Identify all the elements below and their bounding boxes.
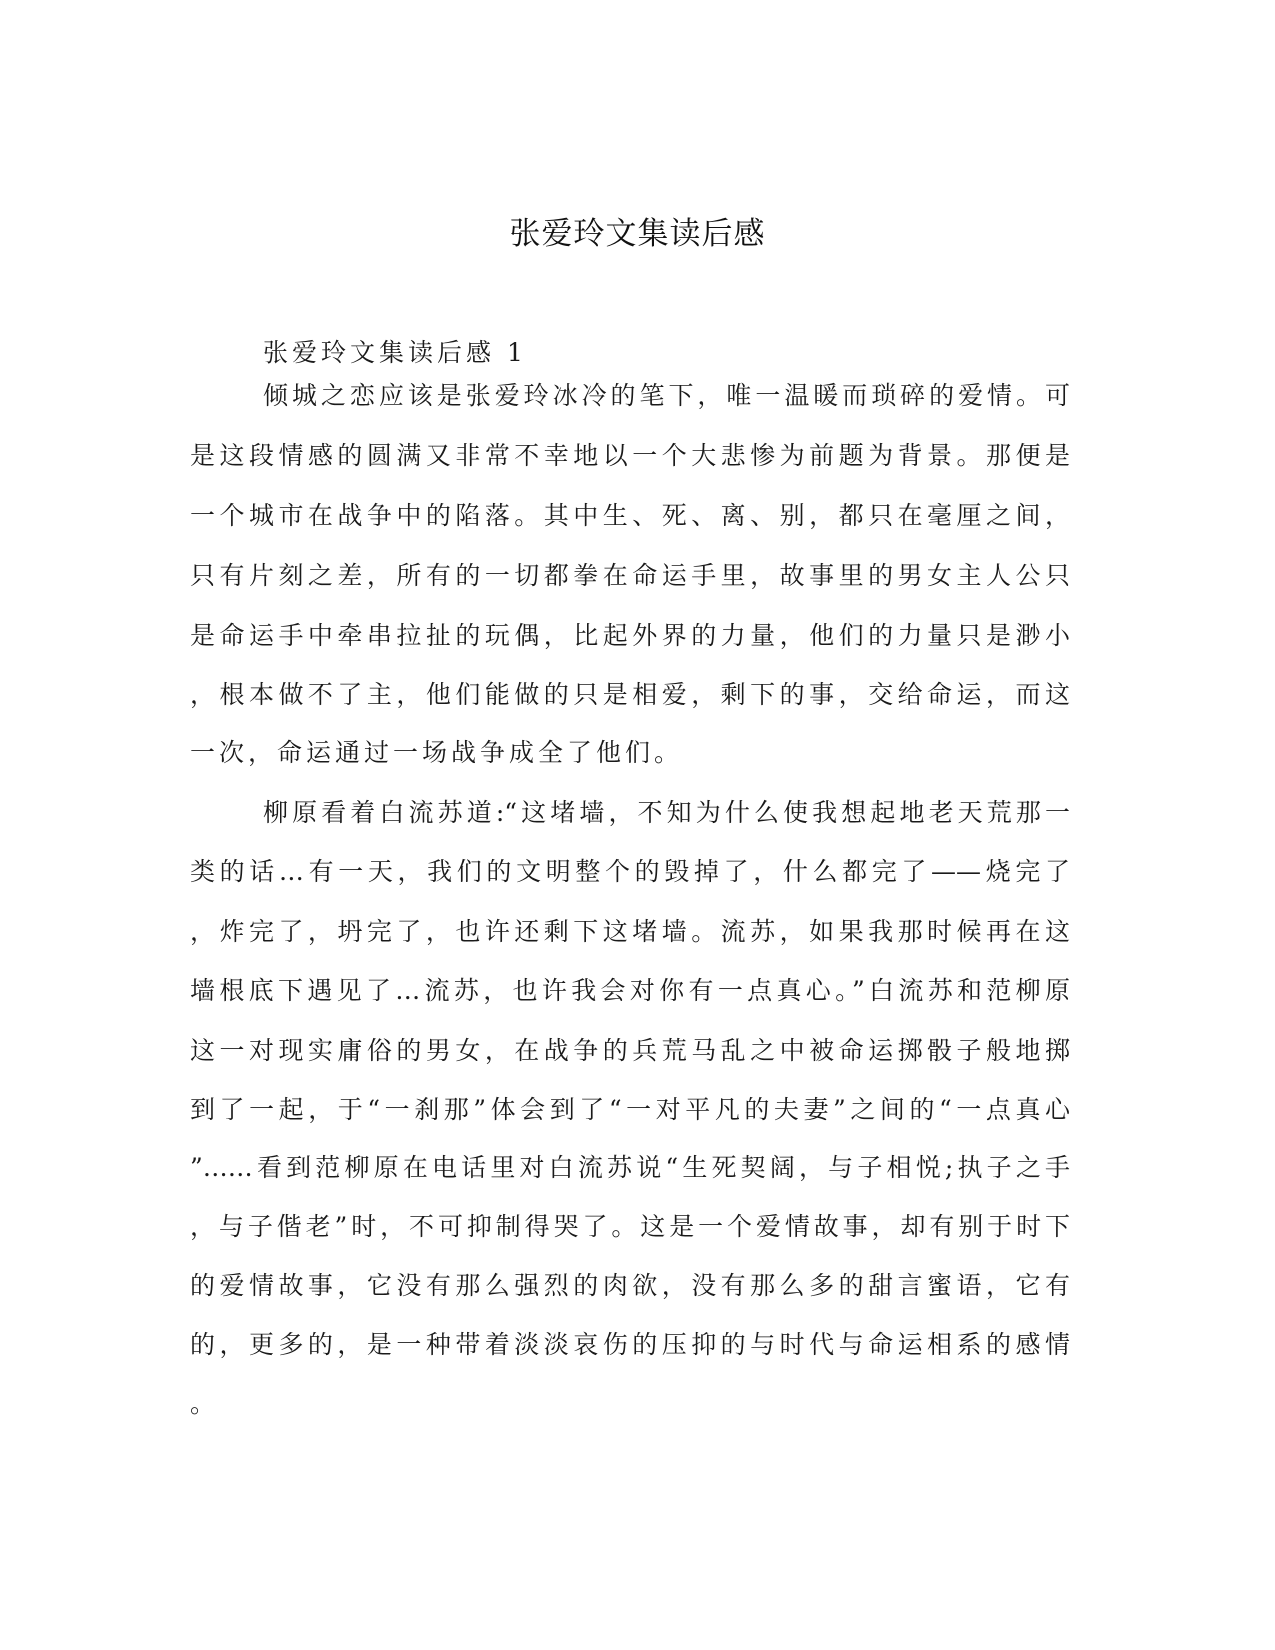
paragraph-2-line: 到了一起，于“一刹那”体会到了“一对平凡的夫妻”之间的“一点真心 [190, 1095, 1071, 1124]
paragraph-2-line: 的，更多的，是一种带着淡淡哀伤的压抑的与时代与命运相系的感情 [190, 1330, 1070, 1359]
paragraph-2-line: 类的话…有一天，我们的文明整个的毁掉了，什么都完了——烧完了 [190, 857, 1070, 886]
paragraph-1-line: 一个城市在战争中的陷落。其中生、死、离、别，都只在毫厘之间， [190, 501, 1070, 530]
paragraph-2-line: 柳原看着白流苏道:“这堵墙，不知为什么使我想起地老天荒那一 [263, 798, 1070, 827]
paragraph-2-line: 墙根底下遇见了…流苏，也许我会对你有一点真心。”白流苏和范柳原 [190, 976, 1070, 1005]
paragraph-2-line: ”……看到范柳原在电话里对白流苏说“生死契阔，与子相悦;执子之手 [190, 1153, 1070, 1182]
paragraph-1-line: 一次，命运通过一场战争成全了他们。 [190, 738, 684, 767]
paragraph-2-line: 这一对现实庸俗的男女，在战争的兵荒马乱之中被命运掷骰子般地掷 [190, 1036, 1070, 1065]
paragraph-2-line: 的爱情故事，它没有那么强烈的肉欲，没有那么多的甜言蜜语，它有 [190, 1271, 1070, 1300]
paragraph-1-line: ，根本做不了主，他们能做的只是相爱，剩下的事，交给命运，而这 [190, 680, 1070, 709]
paragraph-2-line: ，炸完了，坍完了，也许还剩下这堵墙。流苏，如果我那时候再在这 [190, 917, 1070, 946]
section-heading: 张爱玲文集读后感 1 [263, 338, 527, 367]
paragraph-1-line: 是命运手中牵串拉扯的玩偶，比起外界的力量，他们的力量只是渺小 [190, 621, 1070, 650]
paragraph-1-line: 倾城之恋应该是张爱玲冰冷的笔下，唯一温暖而琐碎的爱情。可 [263, 381, 1070, 410]
document-title: 张爱玲文集读后感 [509, 216, 766, 252]
paragraph-2-line: 。 [190, 1389, 220, 1418]
paragraph-2-line: ，与子偕老”时，不可抑制得哭了。这是一个爱情故事，却有别于时下 [190, 1212, 1070, 1241]
paragraph-1-line: 只有片刻之差，所有的一切都拳在命运手里，故事里的男女主人公只 [190, 561, 1070, 590]
paragraph-1-line: 是这段情感的圆满又非常不幸地以一个大悲惨为前题为背景。那便是 [190, 441, 1070, 470]
